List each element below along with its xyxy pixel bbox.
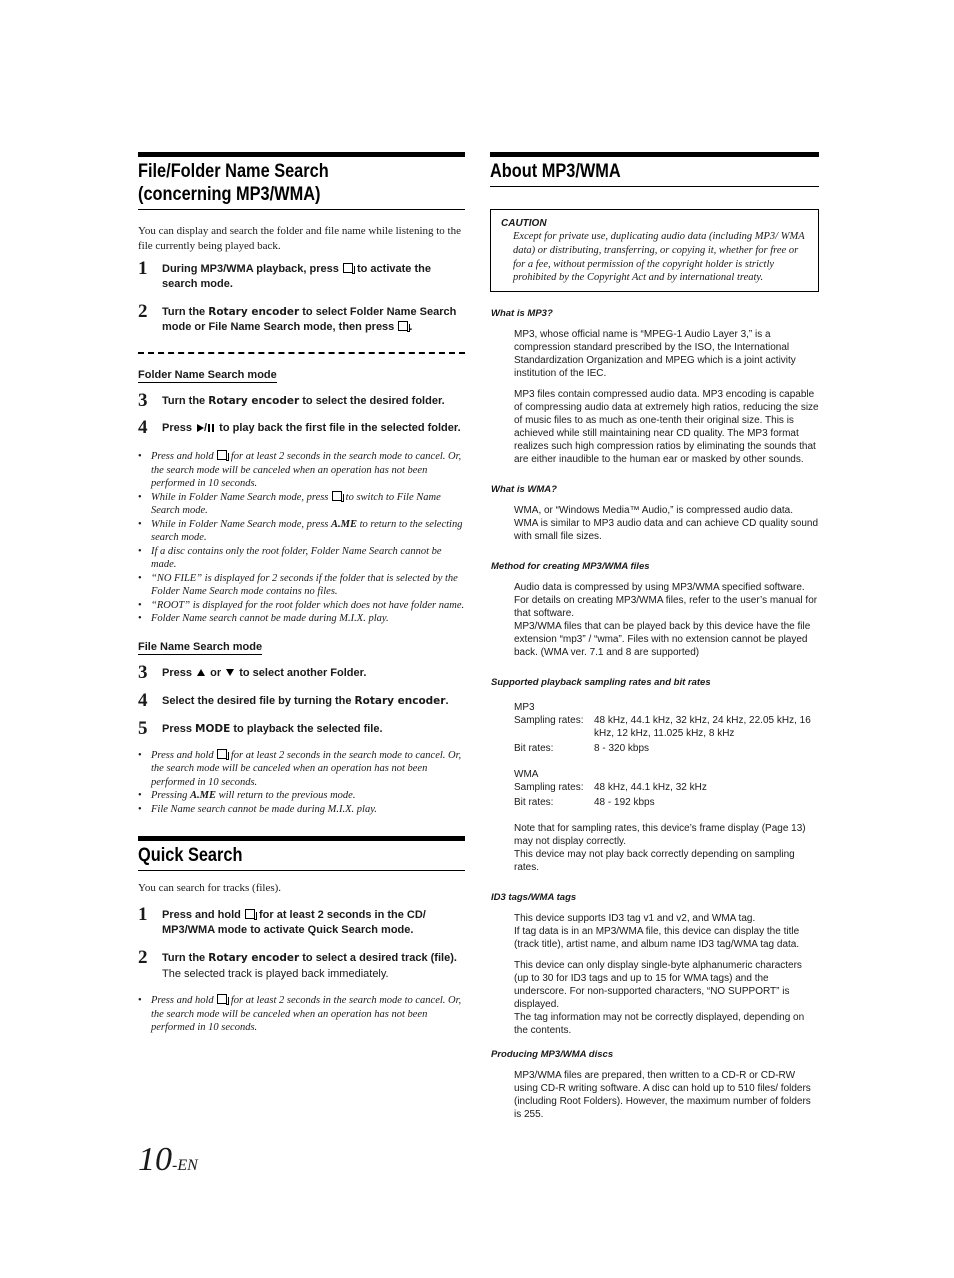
- step-number: 4: [138, 689, 148, 711]
- mode-button-label: MODE: [195, 722, 231, 735]
- note-item: • Press and hold for at least 2 seconds in the search mode to cancel. Or, the search mode will be canceled when an operation has not been performed in 10 seconds.: [138, 749, 465, 790]
- quick-step-1: 1 Press and hold for at least 2 seconds in the CD/ MP3/WMA mode to activate Quick Search mode.: [138, 904, 426, 936]
- enter-button-icon: [245, 909, 255, 919]
- step-number: 3: [138, 390, 148, 411]
- paragraph: Note that for sampling rates, this device’s frame display (Page 13) may not display correctly.: [514, 823, 806, 848]
- wma-bit-rates-row: Bit rates: 48 - 192 kbps: [514, 797, 655, 809]
- heading-sampling-rates: Supported playback sampling rates and bit rates: [491, 677, 711, 689]
- note-item: • Pressing A.ME will return to the previous mode.: [138, 789, 465, 803]
- heading-what-is-mp3: What is MP3?: [491, 308, 553, 320]
- folder-step-3: 3 Turn the Rotary encoder to select the desired folder.: [138, 390, 445, 411]
- paragraph: This device can only display single-byte alphanumeric characters (up to 30 for ID3 tags and up to 15 for WMA tags) and the underscore. For non-supported characters, “NO SUPPORT” is displayed.: [514, 960, 802, 1011]
- down-arrow-icon: [226, 669, 234, 676]
- note-item: • File Name search cannot be made during M.I.X. play.: [138, 803, 465, 817]
- paragraph: If tag data is in an MP3/WMA file, this device can display the title (track title), artist name, and album name ID3 tag/WMA tag data.: [514, 926, 800, 951]
- left-column: [138, 152, 465, 1035]
- caution-title: CAUTION: [501, 218, 547, 229]
- enter-button-icon: [217, 994, 227, 1004]
- folder-step-4: 4 Press / to play back the first file in the selected folder.: [138, 417, 461, 438]
- paragraph: MP3 files contain compressed audio data. MP3 encoding is capable of compressing audio data at extremely high ratios, reducing the size of music files to as much as one-tenth their original size. This is achieved while still maintaining near CD quality. The MP3 format realizes such high compression ratios by eliminating the sounds that are either inaudible to the human ear or masked by other sounds.: [514, 389, 819, 466]
- quick-step-2: 2 Turn the Rotary encoder to select a desired track (file). The selected track is played back immediately.: [138, 951, 465, 982]
- heading-what-is-wma: What is WMA?: [491, 484, 557, 496]
- note-item: • If a disc contains only the root folder, Folder Name Search cannot be made.: [138, 545, 465, 572]
- rotary-encoder-label: Rotary encoder: [208, 395, 300, 407]
- caution-body: Except for private use, duplicating audio data (including MP3/ WMA data) or distributing, transferring, or copying it, whether for free or for a fee, without permission of the copyright holder is strictly prohibited by the Copyright Act and by international treaty.: [513, 231, 805, 284]
- intro-text: You can display and search the folder and file name while listening to the file currently being played back.: [138, 225, 461, 252]
- step-1: 1 During MP3/WMA playback, press to activate the search mode.: [138, 258, 431, 290]
- dashed-divider: [138, 352, 465, 354]
- file-step-5: 5 Press MODE to playback the selected file.: [138, 717, 383, 739]
- step-number: 1: [138, 258, 148, 279]
- paragraph: This device supports ID3 tag v1 and v2, and WMA tag.: [514, 913, 756, 925]
- rotary-encoder-label: Rotary encoder: [208, 306, 300, 318]
- file-step-3: 3 Press or to select another Folder.: [138, 661, 367, 683]
- heading-producing-discs: Producing MP3/WMA discs: [491, 1049, 614, 1061]
- note-item: • While in Folder Name Search mode, press A.ME to return to the selecting search mode.: [138, 518, 465, 545]
- enter-button-icon: [398, 321, 408, 331]
- folder-notes-list: [138, 450, 465, 626]
- enter-button-icon: [217, 749, 227, 759]
- heading-method-creating-files: Method for creating MP3/WMA files: [491, 561, 650, 573]
- heading-id3-tags: ID3 tags/WMA tags: [491, 892, 577, 904]
- enter-button-icon: [343, 263, 353, 273]
- paragraph: MP3/WMA files that can be played back by this device have the file extension “mp3” / “wma”. Files with no extension cannot be played back. (WMA ver. 7.1 and 8 are supported): [514, 621, 811, 659]
- paragraph: Audio data is compressed by using MP3/WMA specified software. For details on creating MP3/WMA files, refer to the user’s manual for that software.: [514, 582, 818, 620]
- file-notes-list: [138, 749, 465, 817]
- mp3-label: MP3: [514, 702, 535, 714]
- pause-icon: [208, 424, 214, 432]
- section-title-file-folder-search: File/Folder Name Search (concerning MP3/WMA): [138, 152, 465, 210]
- note-item: • Press and hold for at least 2 seconds in the search mode to cancel. Or, the search mode will be canceled when an operation has not been performed in 10 seconds.: [138, 994, 465, 1035]
- note-item: • “ROOT” is displayed for the root folder which does not have folder name.: [138, 599, 465, 613]
- quick-notes-list: [138, 994, 465, 1035]
- paragraph: MP3, whose official name is “MPEG-1 Audio Layer 3,” is a compression standard prescribed by the ISO, the International Standardization Organization and MPEG which is a joint activity institution of the IEC.: [514, 329, 796, 380]
- paragraph: This device may not play back correctly depending on sampling rates.: [514, 849, 795, 874]
- up-arrow-icon: [197, 669, 205, 676]
- rotary-encoder-label: Rotary encoder: [208, 952, 300, 964]
- caution-box: [490, 209, 819, 292]
- wma-sampling-rates-row: Sampling rates: 48 kHz, 44.1 kHz, 32 kHz: [514, 782, 707, 794]
- step-2: 2 Turn the Rotary encoder to select Folder Name Search mode or File Name Search mode, then press .: [138, 301, 457, 333]
- section-title-quick-search: Quick Search: [138, 836, 465, 871]
- step-result-text: The selected track is played back immediately.: [162, 968, 389, 980]
- note-item: • Press and hold for at least 2 seconds in the search mode to cancel. Or, the search mode will be canceled when an operation has not been performed in 10 seconds.: [138, 450, 465, 491]
- wma-label: WMA: [514, 769, 539, 781]
- mp3-sampling-rates-row: Sampling rates: 48 kHz, 44.1 kHz, 32 kHz, 24 kHz, 22.05 kHz, 16 kHz, 12 kHz, 11.025 kHz, 8 kHz: [514, 715, 811, 740]
- note-item: • “NO FILE” is displayed for 2 seconds if the folder that is selected by the Folder Name Search mode contains no files.: [138, 572, 465, 599]
- paragraph: WMA, or “Windows Media™ Audio,” is compressed audio data. WMA is similar to MP3 audio data and can achieve CD quality sound with small file sizes.: [514, 505, 819, 543]
- page-number: 10-EN: [138, 1141, 198, 1178]
- rotary-encoder-label: Rotary encoder: [354, 694, 446, 707]
- step-number: 4: [138, 417, 148, 438]
- subheading-file-name-search: File Name Search mode: [138, 640, 263, 653]
- mp3-bit-rates-row: Bit rates: 8 - 320 kbps: [514, 743, 650, 755]
- step-number: 5: [138, 717, 148, 739]
- enter-button-icon: [217, 450, 227, 460]
- play-icon: [197, 424, 204, 432]
- step-number: 1: [138, 904, 148, 925]
- paragraph: The tag information may not be correctly displayed, depending on the contents.: [514, 1012, 805, 1037]
- quick-intro-text: You can search for tracks (files).: [138, 882, 282, 894]
- enter-button-icon: [332, 491, 342, 501]
- note-item: • Folder Name search cannot be made during M.I.X. play.: [138, 612, 465, 626]
- note-item: • While in Folder Name Search mode, press to switch to File Name Search mode.: [138, 491, 465, 518]
- paragraph: MP3/WMA files are prepared, then written to a CD-R or CD-RW using CD-R writing software. A disc can hold up to 510 files/ folders (including Root Folders). However, the maximum number of folders is 255.: [514, 1070, 811, 1121]
- section-title-about-mp3-wma: About MP3/WMA: [490, 152, 819, 187]
- step-number: 2: [138, 947, 148, 968]
- file-step-4: 4 Select the desired file by turning the Rotary encoder.: [138, 689, 449, 711]
- right-column: [490, 152, 819, 1129]
- step-number: 3: [138, 661, 148, 683]
- step-number: 2: [138, 301, 148, 322]
- subheading-folder-name-search: Folder Name Search mode: [138, 369, 277, 381]
